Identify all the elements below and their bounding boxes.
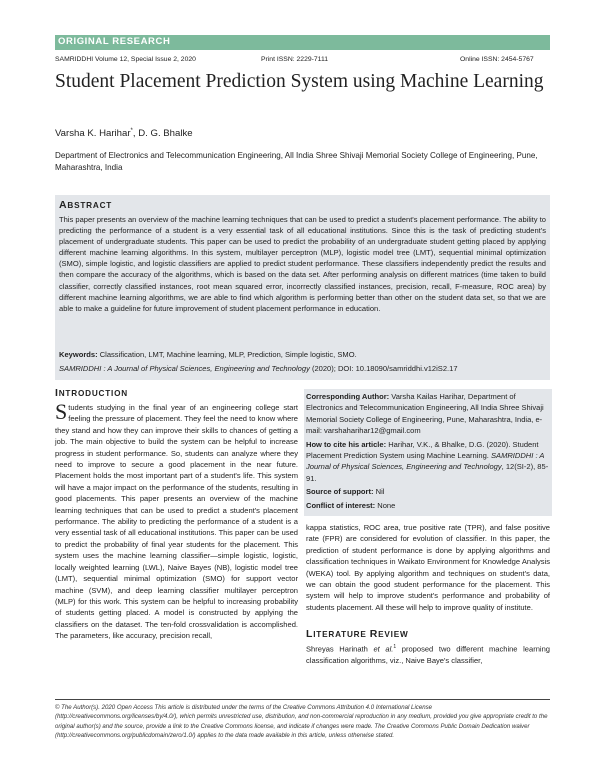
introduction-body	[55, 399, 298, 642]
paper-title: Student Placement Prediction System using Machine Learning	[55, 71, 544, 92]
introduction-heading	[55, 387, 128, 399]
how-to-cite-b: , 12(SI-2), 85-91.	[306, 462, 549, 483]
how-to-cite-label: How to cite his article:	[306, 439, 387, 449]
section-type-banner	[55, 35, 550, 50]
online-issn: Online ISSN: 2454-5767	[460, 56, 534, 63]
conflict-of-interest-label: Conflict of interest:	[306, 500, 376, 510]
right-column-body: kappa statistics, ROC area, true positive rate (TPR), and false positive rate (FPR) are considered for evolution of classifier. In this paper, the prediction of student performance is done by applying algorithms and classification techniques in Waikato Environment for Knowledge Analysis (WEKA) tool. By applying algorithm and techniques on student's data, we can obtain the good student performance for the placement. This system will help to improve student's performance and probability of students placement. All these will help to improve quality of institute.	[306, 523, 550, 612]
lit-text-etal: et al.	[373, 644, 394, 654]
literature-review-text	[306, 642, 550, 666]
intro-heading-initial: I	[55, 387, 59, 399]
footer-divider	[55, 699, 550, 700]
abstract-heading-initial: A	[59, 199, 68, 211]
lit-text-b: proposed two different machine learning classification algorithms, viz., Naive Baye's classifier,	[306, 644, 550, 665]
license-footer: © The Author(s). 2020 Open Access This article is distributed under the terms of the Creative Commons Attribution 4.0 International License (http://creativecommons.org/licenses/by/4.0/), which permits unrestricted use, distribution, and non-commercial reproduction in any medium, provided you give appropriate credit to the original author(s) and the source, provide a link to the Creative Commons license, and indicate if changes were made. The Creative Commons Public Domain Dedication waiver (http://creativecommons.org/publicdomain/zero/1.0/) applies to the data made available in this article, unless otherwise stated.	[55, 704, 548, 740]
journal-citation	[59, 364, 546, 373]
abstract-heading	[59, 199, 112, 211]
intro-heading-rest: NTRODUCTION	[58, 389, 129, 398]
print-issn: Print ISSN: 2229-7111	[261, 56, 328, 63]
keywords	[59, 350, 546, 359]
other-authors: , D. G. Bhalke	[132, 128, 193, 140]
source-of-support-value: Nil	[373, 487, 385, 497]
introduction-text: tudents studying in the final year of an engineering college start feeling the pressure of placement. They feel the need to know where they stand and how they can improve their skills to chances of getting a job. The main objective to build the system can be helpful to increase progress in student performance. So, students can analyze where they need to improve to secure a good placement in the near future. Placement holds the most important part of a student's life. This system will have a major impact on the performance of the students, resulting in good placements. This paper presents an overview of the machine learning techniques that can be used to predict a student's placement performance. The ability to predicting the performance of a student is a very essential task of all educational institutions. This paper can be used to predict the probability of final year students for the placement. This system uses the machine learning classifier—simple logistic, logistic, locally weighted learning (LWL), Naive Bayes (NB), logistic model tree (LMT), sequential minimal optimization (SMO) for support vector machine (SVM), and deep learning classifier multilayer perceptron (MLP) for this work. This system can be helpful to increasing probability of students getting placed. A model is constructed by applying the classifiers on the dataset. The ten-fold crossvalidation is accomplished. The parameters, like accuracy, precision recall,	[55, 403, 298, 641]
drop-cap: S	[55, 399, 68, 424]
keywords-list: Classification, LMT, Machine learning, MLP, Prediction, Simple logistic, SMO.	[97, 350, 357, 359]
correspondence-text	[306, 391, 550, 513]
abstract-heading-rest: BSTRACT	[67, 201, 113, 210]
lit-heading-initial: L	[306, 628, 314, 640]
banner-label: ORIGINAL RESEARCH	[58, 36, 171, 47]
journal-volume: SAMRIDDHI Volume 12, Special Issue 2, 2020	[55, 56, 196, 63]
how-to-cite-journal: SAMRIDDHI : A Journal of Physical Sciences, Engineering and Technology	[306, 451, 545, 472]
lit-heading-initial-2: R	[369, 628, 379, 640]
literature-review-heading	[306, 628, 409, 640]
abstract-text: This paper presents an overview of the machine learning techniques that can be used to predict a student's placement performance. The ability to predicting the performance of a student is a very essential task of all educational institutions. Since this is the task of predicting student's placement of undergraduate students. This paper can be used to predict the probability of an undergraduate student getting placed by applying different machine learning algorithms. In this system, multilayer perceptron (MLP), logistic model tree (LMT), sequential minimal optimization (SMO), simple logistic, and logistic classifiers are applied to predict student performance. These classifiers independently predict the results and then compare the accuracy of the algorithms, which is based on the data set. After performing analysis on different matrices (time taken to build classifier, correctly classified instances, root mean squared error, incorrectly classified instances, precision, recall, F-measure, ROC area) by different machine learning algorithms, we are able to find which algorithm is performing better than other on the student data set, so that we are able to make a guideline for future improvement of student placement performance in education.	[59, 215, 546, 313]
corresponding-mark: *	[130, 128, 133, 134]
lit-heading-rest-2: EVIEW	[378, 630, 409, 639]
conflict-of-interest-value: None	[375, 500, 396, 510]
first-author: Varsha K. Harihar	[55, 128, 131, 140]
corresponding-author-text: Varsha Kailas Harihar, Department of Electronics and Telecommunication Engineering, All India Shree Shivaji Memorial Society College of Engineering, Pune, Maharashtra, India, e-mail: varshaharihar12@gmail.com	[306, 392, 544, 436]
lit-ref-number: 1	[393, 644, 397, 650]
keywords-label: Keywords:	[59, 350, 98, 359]
corresponding-author-label: Corresponding Author:	[306, 392, 390, 401]
lit-text-a: Shreyas Harinath	[306, 644, 374, 654]
citation-journal: SAMRIDDHI : A Journal of Physical Sciences, Engineering and Technology	[59, 364, 310, 373]
citation-doi: (2020); DOI: 10.18090/samriddhi.v12iS2.17	[309, 364, 458, 373]
affiliation: Department of Electronics and Telecommunication Engineering, All India Shree Shivaji Memorial Society College of Engineering, Pune, Maharashtra, India	[55, 151, 538, 172]
lit-heading-rest-1: ITERATURE	[313, 630, 370, 639]
author-list	[55, 128, 193, 139]
source-of-support-label: Source of support:	[306, 487, 374, 497]
how-to-cite-a: Harihar, V.K., & Bhalke, D.G. (2020). Student Placement Prediction System using Machine Learning.	[306, 439, 539, 461]
